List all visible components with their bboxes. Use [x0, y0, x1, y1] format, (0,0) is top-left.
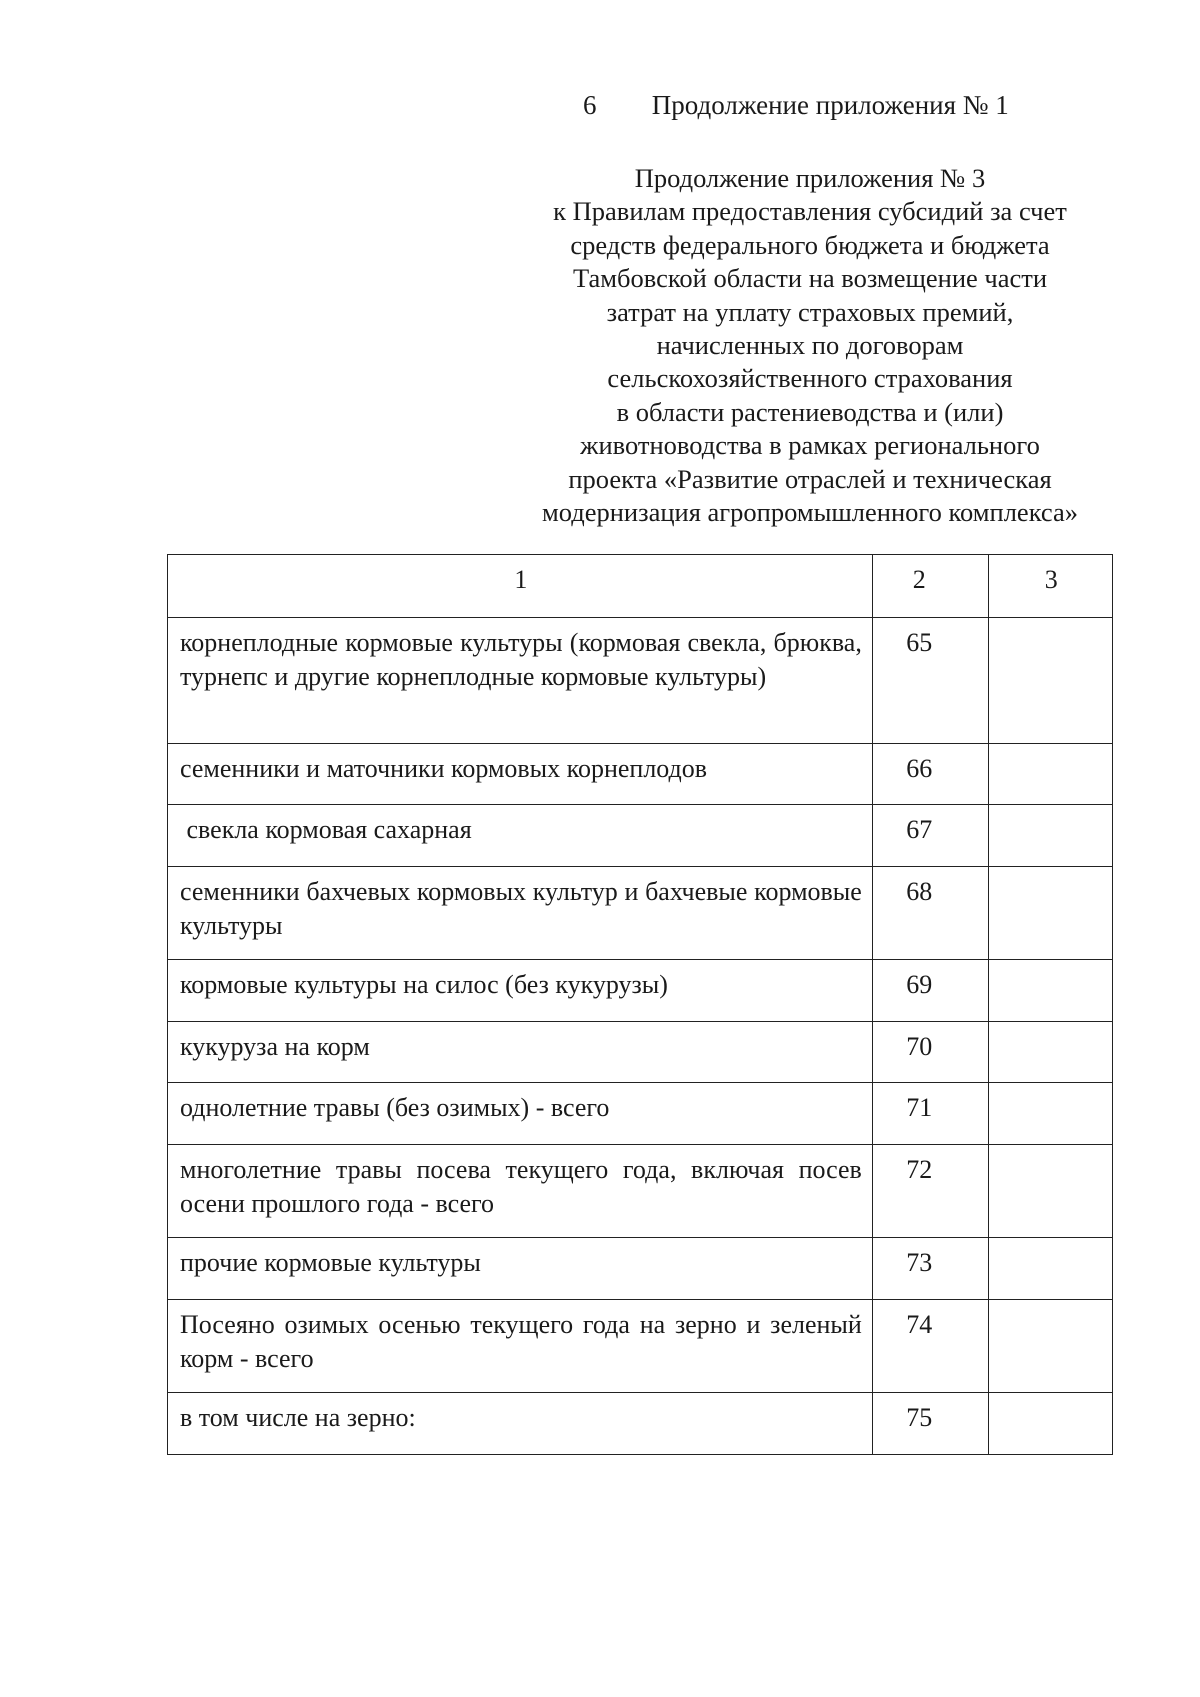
table-row: [168, 1083, 1113, 1145]
row-value-cell: [988, 744, 1112, 805]
row-value-cell: [988, 1022, 1112, 1083]
row-value-cell: [988, 1145, 1112, 1238]
row-value-cell: [988, 1300, 1112, 1393]
caption-line: Тамбовской области на возмещение части: [572, 263, 1047, 294]
page-header: [583, 88, 1009, 122]
row-name-cell: Посеяно озимых осенью текущего года на зерно и зеленый корм - всего: [168, 1300, 873, 1393]
continuation-title: Продолжение приложения № 1: [651, 90, 1009, 120]
row-code-cell: 71: [872, 1083, 988, 1145]
row-value-cell: [988, 960, 1112, 1022]
row-name-cell: прочие кормовые культуры: [168, 1238, 873, 1300]
row-value-cell: [988, 1238, 1112, 1300]
column-header: 3: [988, 555, 1112, 618]
row-name-cell: кормовые культуры на силос (без кукурузы): [168, 960, 873, 1022]
crop-data-table: [167, 554, 1113, 1455]
row-code-cell: 72: [872, 1145, 988, 1238]
row-value-cell: [988, 618, 1112, 744]
caption-line: модернизация агропромышленного комплекса»: [541, 497, 1079, 528]
caption-line: животноводства в рамках регионального: [580, 430, 1040, 461]
row-code-cell: 66: [872, 744, 988, 805]
row-value-cell: [988, 805, 1112, 867]
table-row: [168, 1300, 1113, 1393]
caption-line: средств федерального бюджета и бюджета: [570, 229, 1050, 260]
table-header-row: [168, 555, 1113, 618]
row-value-cell: [988, 867, 1112, 960]
row-name-cell: семенники и маточники кормовых корнеплодов: [168, 744, 873, 805]
row-name-cell: кукуруза на корм: [168, 1022, 873, 1083]
row-code-cell: 67: [872, 805, 988, 867]
row-code-cell: 73: [872, 1238, 988, 1300]
table-row: [168, 805, 1113, 867]
row-code-cell: 74: [872, 1300, 988, 1393]
caption-line: затрат на уплату страховых премий,: [606, 296, 1014, 327]
appendix-caption: [470, 162, 1150, 529]
row-name-cell: семенники бахчевых кормовых культур и бахчевые кормовые культуры: [168, 867, 873, 960]
caption-line: сельскохозяйственного страхования: [607, 363, 1013, 394]
caption-line: начисленных по договорам: [656, 330, 964, 361]
table-row: [168, 1238, 1113, 1300]
table-row: [168, 618, 1113, 744]
column-header: 1: [168, 555, 873, 618]
row-code-cell: 75: [872, 1393, 988, 1455]
table-row: [168, 744, 1113, 805]
row-name-cell: корнеплодные кормовые культуры (кормовая свекла, брюква, турнепс и другие корнеплодные кормовые культуры): [168, 618, 873, 744]
row-name-cell: в том числе на зерно:: [168, 1393, 873, 1455]
row-name-cell: свекла кормовая сахарная: [168, 805, 873, 867]
row-code-cell: 68: [872, 867, 988, 960]
row-name-cell: однолетние травы (без озимых) - всего: [168, 1083, 873, 1145]
caption-line: в области растениеводства и (или): [616, 396, 1004, 427]
row-code-cell: 69: [872, 960, 988, 1022]
table-row: [168, 1022, 1113, 1083]
table-row: [168, 1145, 1113, 1238]
table-row: [168, 867, 1113, 960]
page-number: 6: [583, 90, 597, 120]
row-value-cell: [988, 1083, 1112, 1145]
caption-line: Продолжение приложения № 3: [634, 163, 986, 193]
row-name-cell: многолетние травы посева текущего года, включая посев осени прошлого года - всего: [168, 1145, 873, 1238]
row-value-cell: [988, 1393, 1112, 1455]
caption-line: проекта «Развитие отраслей и техническая: [568, 463, 1052, 494]
column-header: 2: [872, 555, 988, 618]
row-code-cell: 70: [872, 1022, 988, 1083]
table-row: [168, 960, 1113, 1022]
caption-line: к Правилам предоставления субсидий за счет: [553, 196, 1067, 227]
table-row: [168, 1393, 1113, 1455]
row-code-cell: 65: [872, 618, 988, 744]
